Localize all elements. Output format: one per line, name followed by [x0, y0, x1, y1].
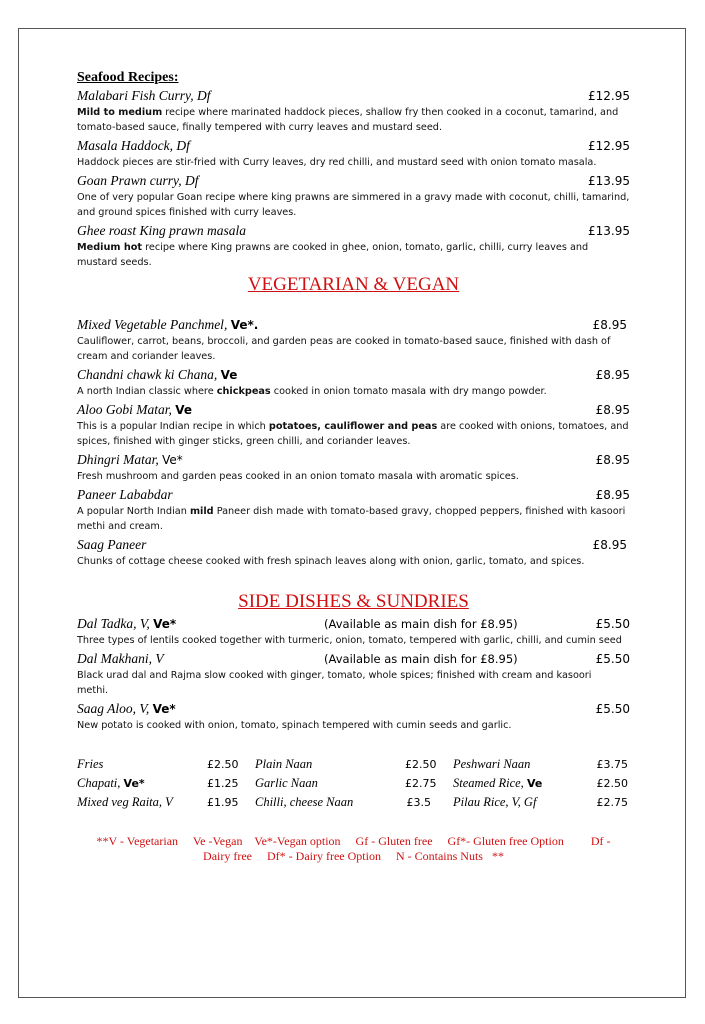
sundry-name-text: Steamed Rice,: [453, 776, 527, 790]
menu-item-goan-prawn-curry: [77, 172, 630, 220]
sundry-name-text: Pilau Rice, V, Gf: [453, 795, 537, 809]
menu-item-masala-haddock: [77, 137, 630, 170]
item-diet-tag: Ve: [220, 368, 238, 382]
sundry-name-text: Chilli, cheese Naan: [255, 795, 354, 809]
item-description-cont: cooked in onion tomato masala with dry mango powder.: [270, 386, 547, 397]
item-spice-level: Medium hot: [77, 242, 143, 253]
menu-item-saag-aloo: [77, 700, 630, 733]
sundry-price: £3.5: [406, 796, 431, 809]
sundry-price: £1.95: [207, 796, 239, 809]
sundry-price: £2.50: [207, 758, 239, 771]
item-price: £8.95: [595, 453, 630, 467]
item-name: Dal Tadka, V,: [77, 616, 154, 631]
sundry-price: £2.50: [596, 777, 628, 790]
item-name: Chandni chawk ki Chana,: [77, 367, 221, 382]
item-description: A north Indian classic where: [77, 386, 217, 397]
item-description: One of very popular Goan recipe where king prawns are simmered in a gravy made with coconut, chilli, tamarind, and ground spices finished with curry leaves.: [77, 192, 630, 218]
menu-item-saag-paneer: [77, 536, 630, 569]
menu-item-aloo-gobi-matar: [77, 401, 630, 449]
item-name: Goan Prawn curry, Df: [77, 173, 199, 188]
item-name: Dal Makhani, V: [77, 651, 164, 666]
sundry-name-text: Fries: [77, 757, 104, 771]
item-description: Chunks of cottage cheese cooked with fresh spinach leaves along with onion, garlic, tomato, and spices.: [77, 556, 585, 567]
seafood-heading: Seafood Recipes:: [77, 70, 179, 85]
sundry-name-text: Garlic Naan: [255, 776, 318, 790]
item-price: £8.95: [592, 538, 627, 552]
sundry-price: £2.75: [405, 777, 437, 790]
menu-item-malabari-fish-curry: [77, 87, 630, 135]
item-diet-tag: Ve: [175, 403, 193, 417]
item-price: £12.95: [588, 139, 630, 153]
item-price: £8.95: [595, 488, 630, 502]
item-highlight: potatoes, cauliflower and peas: [268, 421, 438, 432]
item-name: Dhingri Matar,: [77, 452, 163, 467]
sundry-name: [77, 755, 207, 774]
legend-line-2: Dairy free Df* - Dairy free Option N - Contains Nuts **: [203, 849, 504, 863]
menu-item-dhingri-matar: [77, 451, 630, 484]
item-description: Black urad dal and Rajma slow cooked with ginger, tomato, whole spices; finished with cream and kasoori methi.: [77, 670, 592, 696]
item-availability-note: (Available as main dish for £8.95): [324, 652, 518, 666]
item-description-cont: are cooked with onions, tomatoes, and spices, finished with ginger sticks, green chilli, and coriander leaves.: [77, 421, 629, 447]
menu-item-paneer-lababdar: [77, 486, 630, 534]
item-name: Ghee roast King prawn masala: [77, 223, 247, 238]
sundry-diet-tag: Ve: [526, 777, 543, 790]
legend-line-1: **V - Vegetarian Ve -Vegan Ve*-Vegan option Gf - Gluten free Gf*- Gluten free Option Df -: [96, 834, 611, 848]
sundry-price: £2.75: [596, 796, 628, 809]
item-description: A popular North Indian: [77, 506, 190, 517]
item-availability-note: (Available as main dish for £8.95): [324, 617, 518, 631]
item-description: This is a popular Indian recipe in which: [77, 421, 269, 432]
item-price: £5.50: [595, 617, 630, 631]
sundry-name: [453, 793, 578, 812]
item-diet-tag: Ve*.: [230, 318, 259, 332]
item-name: Malabari Fish Curry, Df: [77, 88, 211, 103]
item-highlight: chickpeas: [216, 386, 271, 397]
item-description-cont: Paneer dish made with tomato-based gravy, chopped peppers, finished with kasoori methi and cream.: [77, 506, 626, 532]
menu-item-mixed-vegetable-panchmel: [77, 316, 630, 364]
sundry-name-text: Chapati,: [77, 776, 124, 790]
item-name: Mixed Vegetable Panchmel,: [77, 317, 231, 332]
sundry-name-text: Mixed veg Raita, V: [77, 795, 173, 809]
item-price: £8.95: [595, 368, 630, 382]
item-name: Saag Paneer: [77, 537, 147, 552]
item-price: £5.50: [595, 652, 630, 666]
sundry-name: [255, 793, 405, 812]
sundry-name: [77, 793, 207, 812]
side-dishes-heading: SIDE DISHES & SUNDRIES: [238, 591, 469, 612]
item-price: £5.50: [595, 702, 630, 716]
item-diet-tag: Ve*: [162, 453, 183, 467]
menu-item-ghee-roast-king-prawn: [77, 222, 630, 270]
item-description: Haddock pieces are stir-fried with Curry leaves, dry red chilli, and mustard seed with onion tomato masala.: [77, 157, 597, 168]
item-price: £8.95: [592, 318, 627, 332]
item-description: Cauliflower, carrot, beans, broccoli, and garden peas are cooked in tomato-based sauce, finished with dash of cream and coriander leaves.: [77, 336, 611, 362]
item-description: recipe where marinated haddock pieces, shallow fry then cooked in a coconut, tamarind, and tomato-based sauce, finally tempered with curry leaves and mustard seed.: [77, 107, 619, 133]
sundry-name-text: Plain Naan: [255, 757, 313, 771]
sundries-grid: [77, 755, 630, 812]
item-diet-tag: Ve*: [153, 617, 177, 631]
sundry-price: £3.75: [596, 758, 628, 771]
sundry-name: [255, 774, 405, 793]
item-price: £13.95: [588, 224, 630, 238]
menu-content: [77, 70, 630, 864]
sundry-name-text: Peshwari Naan: [453, 757, 531, 771]
item-description: Three types of lentils cooked together with turmeric, onion, tomato, tempered with garlic, chilli, and cumin seed: [77, 635, 622, 646]
dietary-legend: [77, 834, 630, 864]
menu-item-dal-tadka: [77, 615, 630, 648]
sundry-price: £1.25: [207, 777, 239, 790]
item-name: Paneer Lababdar: [77, 487, 173, 502]
item-price: £13.95: [588, 174, 630, 188]
item-spice-level: Mild to medium: [77, 107, 163, 118]
menu-item-chandni-chawk-ki-chana: [77, 366, 630, 399]
sundry-name: [255, 755, 405, 774]
sundry-price: £2.50: [405, 758, 437, 771]
item-name: Saag Aloo, V,: [77, 701, 153, 716]
sundry-name: [453, 774, 578, 793]
vegetarian-vegan-heading: VEGETARIAN & VEGAN: [247, 274, 460, 295]
item-name: Masala Haddock, Df: [77, 138, 190, 153]
item-description: Fresh mushroom and garden peas cooked in an onion tomato masala with aromatic spices.: [77, 471, 519, 482]
item-highlight: mild: [189, 506, 214, 517]
menu-item-dal-makhani: [77, 650, 630, 698]
item-description: New potato is cooked with onion, tomato, spinach tempered with cumin seeds and garlic.: [77, 720, 512, 731]
item-price: £12.95: [588, 89, 630, 103]
item-name: Aloo Gobi Matar,: [77, 402, 176, 417]
sundry-name: [453, 755, 578, 774]
sundry-name: [77, 774, 207, 793]
item-diet-tag: Ve*: [152, 702, 176, 716]
item-price: £8.95: [595, 403, 630, 417]
sundry-diet-tag: Ve*: [123, 777, 145, 790]
item-description: recipe where King prawns are cooked in ghee, onion, tomato, garlic, chilli, curry leaves and mustard seeds.: [77, 242, 589, 268]
